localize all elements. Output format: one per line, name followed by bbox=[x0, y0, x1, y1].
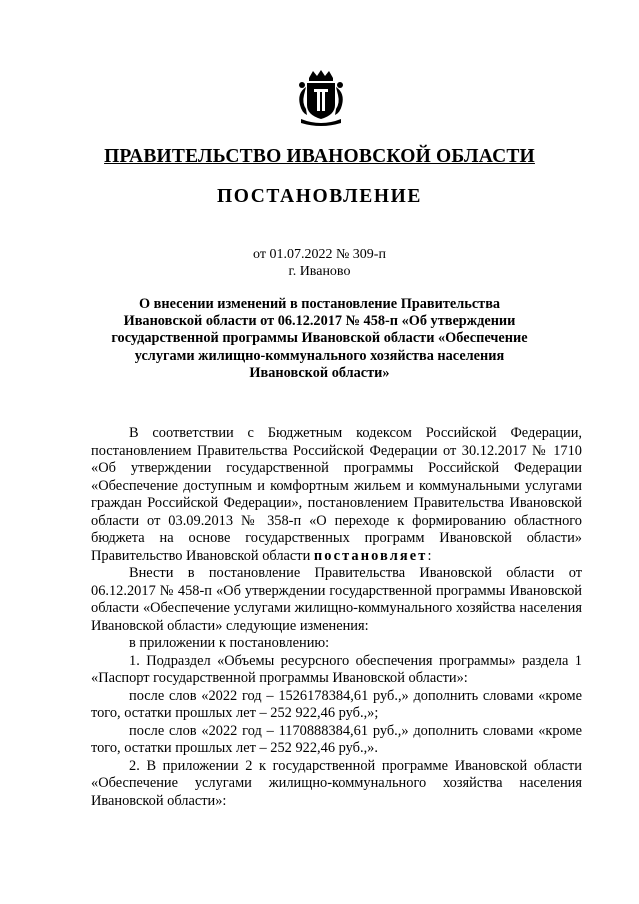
document-body bbox=[91, 425, 582, 810]
paragraph-item-1a: после слов «2022 год – 1526178384,61 руб.,» дополнить словами «кроме того, остатки прошлых лет – 252 922,46 руб.,»; bbox=[91, 687, 582, 721]
preamble-text: В соответствии с Бюджетным кодексом Российской Федерации, постановлением Правительства Российской Федерации от 30.12.2017 № 1710 «Об утверждении государственной программы Российской Федерации «Обеспечение доступным и комфортным жильем и коммунальными услугами граждан Российской Федерации», постановлением Правительства Ивановской области от 03.09.2013 № 358-п «О переходе к формированию областного бюджета на основе государственных программ Ивановской области» Правительство Ивановской области bbox=[91, 425, 582, 564]
document-type: ПОСТАНОВЛЕНИЕ bbox=[216, 186, 423, 207]
document-city: г. Иваново bbox=[288, 264, 351, 279]
paragraph-amend: Внести в постановление Правительства Ивановской области от 06.12.2017 № 458-п «Об утверждении государственной программы Ивановской области «Обеспечение услугами жилищно-коммунального хозяйства населения Ивановской области» следующие изменения: bbox=[91, 565, 582, 634]
resolves-colon: : bbox=[427, 547, 432, 564]
paragraph-preamble bbox=[91, 425, 582, 565]
paragraph-item-1: 1. Подраздел «Объемы ресурсного обеспечения программы» раздела 1 «Паспорт государственной программы Ивановской области»: bbox=[91, 652, 582, 686]
paragraph-item-1b: после слов «2022 год – 1170888384,61 руб.,» дополнить словами «кроме того, остатки прошлых лет – 252 922,46 руб.,». bbox=[91, 722, 582, 756]
paragraph-item-2: 2. В приложении 2 к государственной программе Ивановской области «Обеспечение услугами жилищно-коммунального хозяйства населения Ивановской области»: bbox=[91, 757, 582, 809]
resolves-word: постановляет bbox=[313, 547, 428, 564]
paragraph-appendix: в приложении к постановлению: bbox=[129, 635, 330, 651]
document-title: О внесении изменений в постановление Правительства Ивановской области от 06.12.2017 № 458-п «Об утверждении государственной программы Ивановской области «Обеспечение услугами жилищно-коммунального хозяйства населения Ивановской области» bbox=[111, 296, 528, 381]
document-date-number: от 01.07.2022 № 309-п bbox=[253, 247, 386, 262]
coat-of-arms-icon bbox=[296, 69, 346, 127]
organization-name: ПРАВИТЕЛЬСТВО ИВАНОВСКОЙ ОБЛАСТИ bbox=[104, 146, 535, 167]
